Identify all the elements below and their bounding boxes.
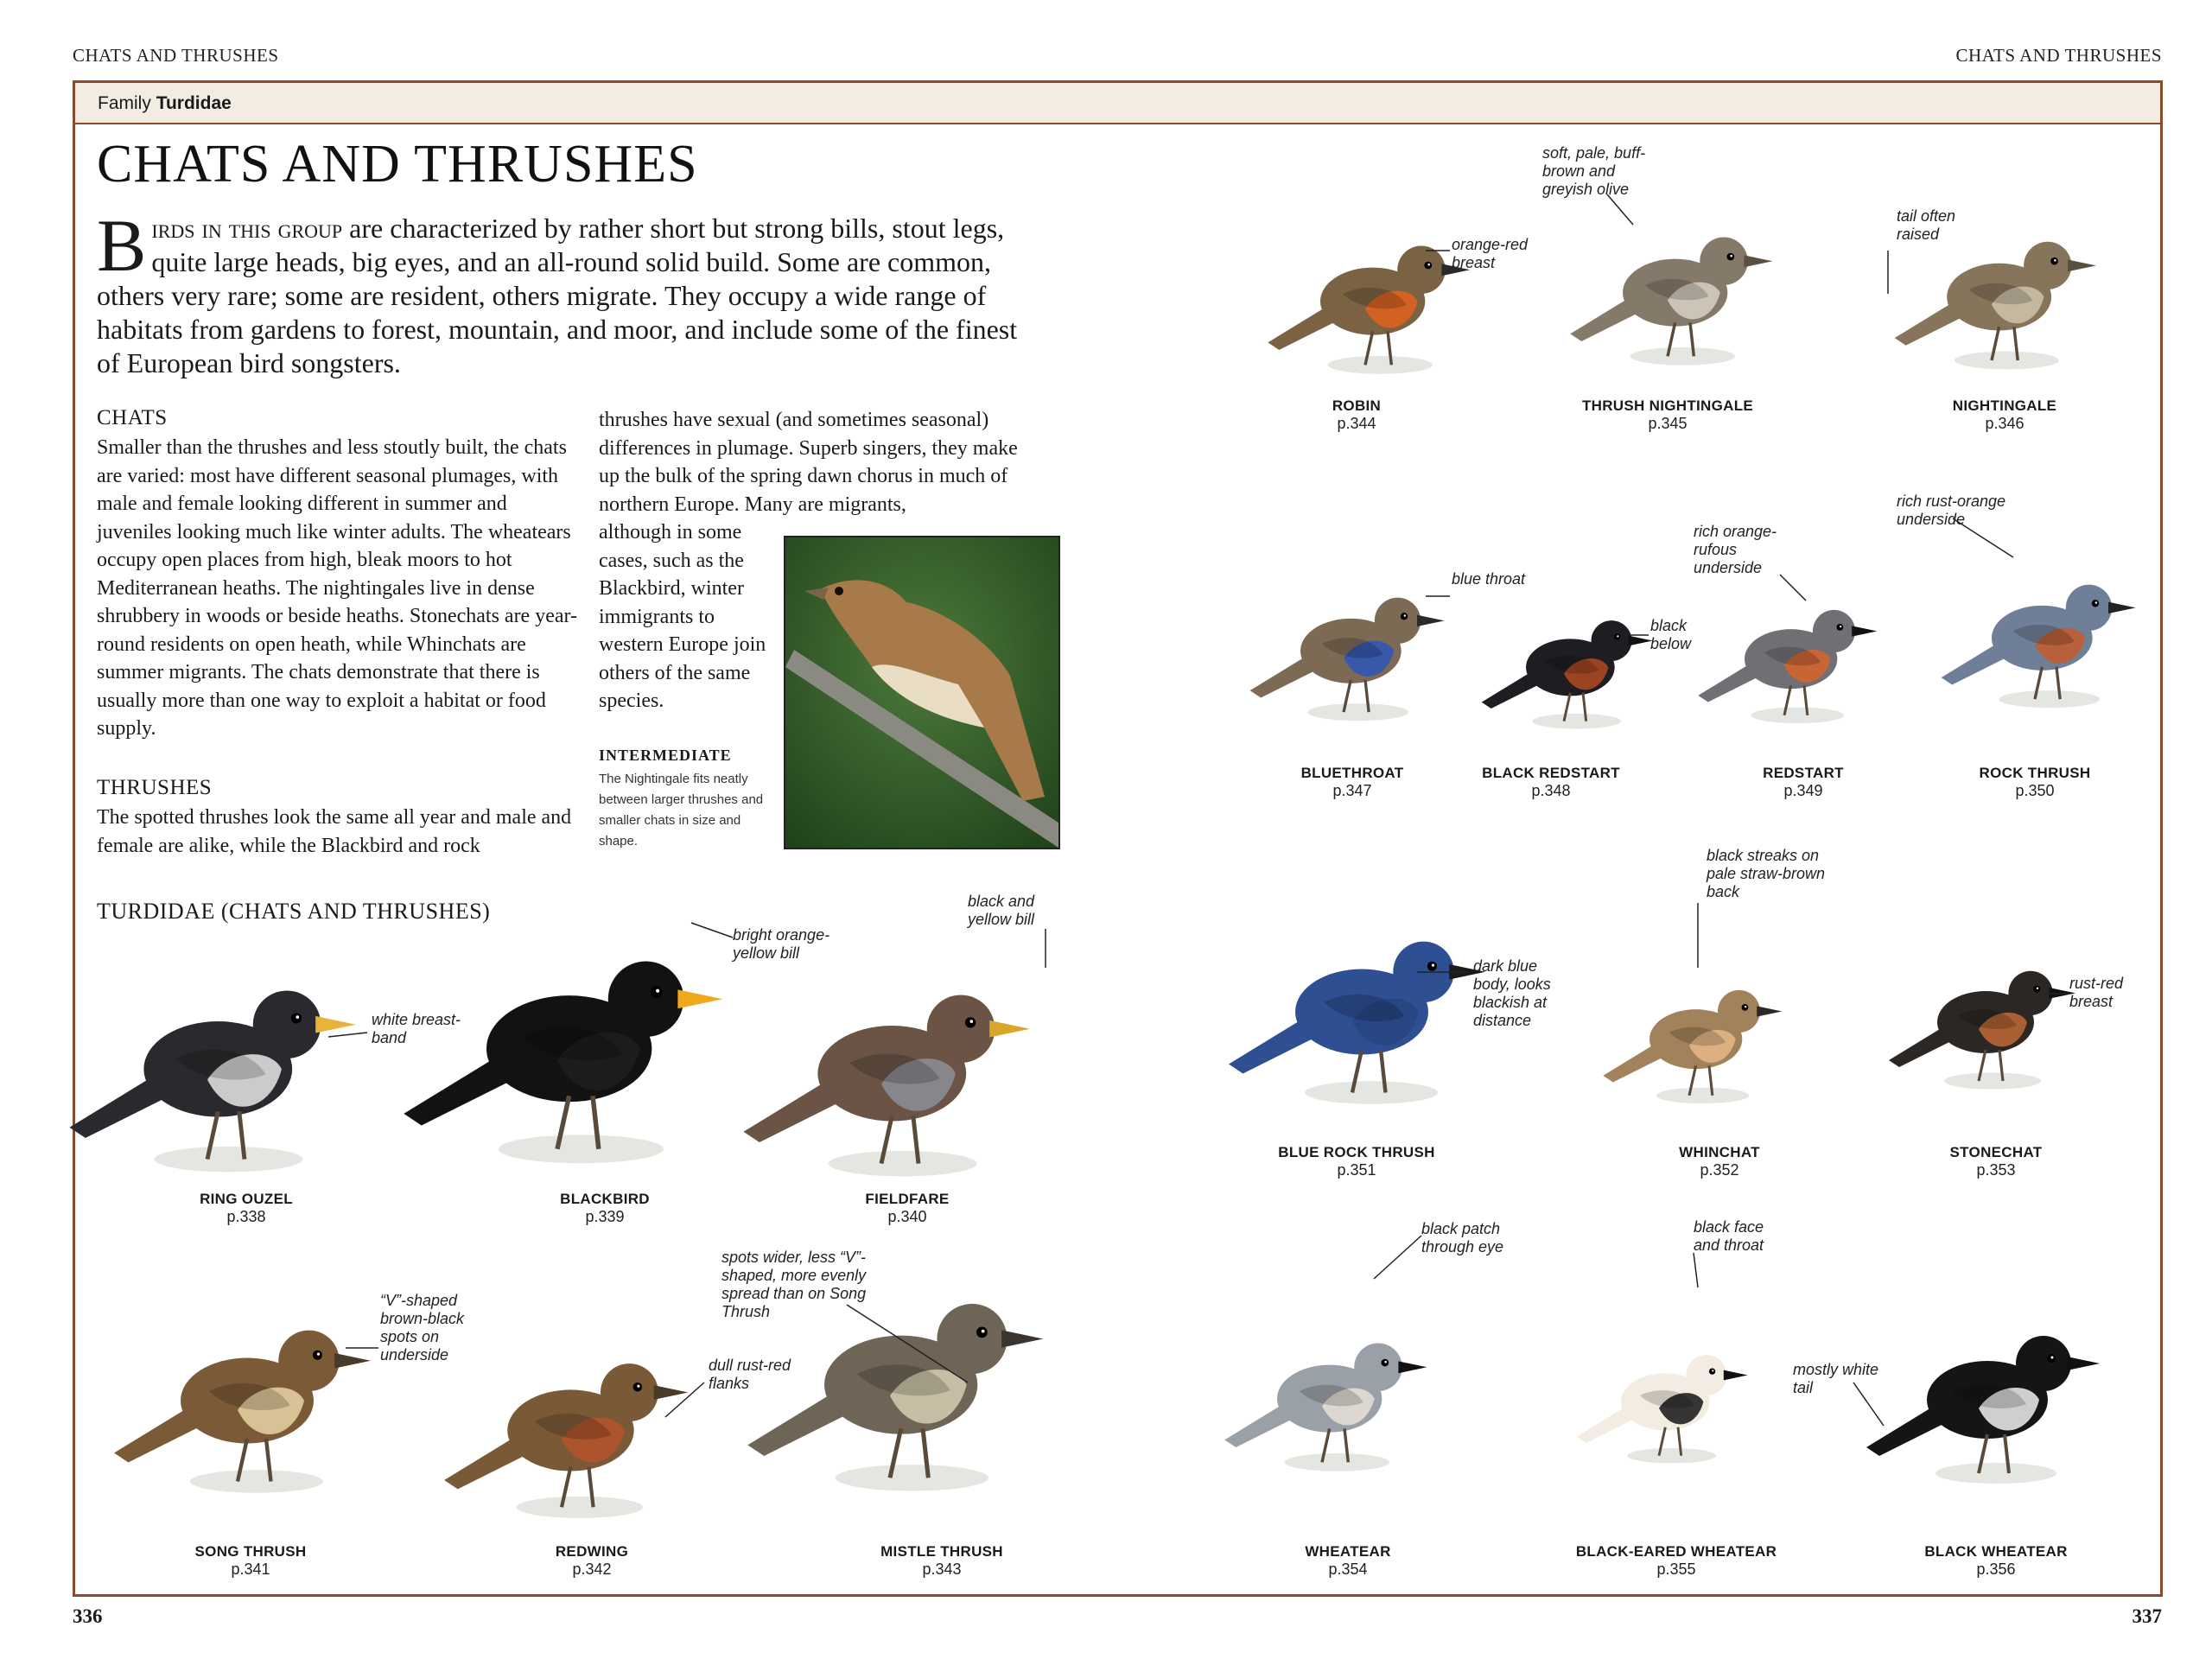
- black-wheatear-annotation: mostly white tail: [1793, 1361, 1879, 1396]
- bird-page-ref: p.349: [1783, 782, 1823, 799]
- photo-caption-heading: INTERMEDIATE: [599, 747, 732, 764]
- bird-page-ref: p.343: [922, 1560, 962, 1578]
- bird-name: MISTLE THRUSH: [880, 1543, 1003, 1560]
- bird-page-ref: p.352: [1700, 1161, 1739, 1179]
- bird-name: ROBIN: [1332, 397, 1382, 414]
- bird-name: REDSTART: [1763, 765, 1844, 781]
- nightingale-annotation: tail often raised: [1897, 207, 1956, 243]
- bird-page-ref: p.356: [1976, 1560, 2016, 1578]
- thrushes-text-side: although in some cases, such as the Blackbird, winter immigrants to western Europe join others of the same species.: [599, 521, 766, 712]
- bird-page-ref: p.341: [231, 1560, 270, 1578]
- redstart-annotation: rich orange-rufous underside: [1694, 523, 1777, 576]
- section-heading: TURDIDAE (CHATS AND THRUSHES): [97, 899, 491, 924]
- bird-name: BLUE ROCK THRUSH: [1278, 1144, 1435, 1160]
- song-thrush-annotation: “V”-shaped brown-black spots on underside: [380, 1292, 465, 1363]
- bird-page-ref: p.340: [887, 1208, 927, 1225]
- bird-page-ref: p.344: [1337, 415, 1376, 432]
- redwing-annotation: dull rust-red flanks: [709, 1357, 791, 1392]
- black-eared-wheatear-annotation: black face and throat: [1694, 1218, 1764, 1254]
- bird-name: RING OUZEL: [200, 1191, 293, 1207]
- thrush-nightingale-annotation: soft, pale, buff-brown and greyish olive: [1542, 144, 1646, 198]
- photo-caption-text: The Nightingale fits neatly between larger thrushes and smaller chats in size and shape.: [599, 772, 764, 849]
- bird-name: BLUETHROAT: [1300, 765, 1404, 781]
- bird-page-ref: p.346: [1985, 415, 2024, 432]
- robin-annotation: orange-red breast: [1452, 236, 1529, 271]
- chats-heading: CHATS: [97, 406, 168, 429]
- running-head-right: CHATS AND THRUSHES: [1955, 45, 2162, 66]
- chats-text: Smaller than the thrushes and less stoutly built, the chats are varied: most have different seasonal plumages, with male and female looking different in summer and juveniles looking much like winter adults. The wheatears occupy open places from high, bleak moors to hot Mediterranean heaths. The nightingales live in dense shrubbery in woods or beside heaths. Stonechats are year-round residents on open heath, while Whinchats are summer migrants. The chats demonstrate that there is usually more than one way to exploit a habitat or food supply.: [97, 436, 578, 740]
- bird-name: BLACKBIRD: [560, 1191, 650, 1207]
- bluethroat-annotation: blue throat: [1452, 570, 1526, 588]
- page-title: CHATS AND THRUSHES: [97, 135, 698, 194]
- thrushes-heading: THRUSHES: [97, 776, 213, 799]
- bird-page-ref: p.354: [1328, 1560, 1368, 1578]
- intro-small-caps: irds in this group: [151, 213, 343, 244]
- bird-name: BLACK-EARED WHEATEAR: [1575, 1543, 1777, 1560]
- page-number-left: 336: [73, 1605, 103, 1627]
- bird-name: BLACK REDSTART: [1482, 765, 1620, 781]
- thrushes-text-continued: thrushes have sexual (and sometimes seasonal) differences in plumage. Superb singers, they make up the bulk of the spring dawn chorus in much of northern Europe. Many are migrants,: [599, 409, 1018, 516]
- bird-name: STONECHAT: [1949, 1144, 2043, 1160]
- running-head-left: CHATS AND THRUSHES: [73, 45, 279, 66]
- blue-rock-thrush-annotation: dark blue body, looks blackish at distance: [1473, 957, 1551, 1029]
- black-redstart-annotation: black below: [1650, 617, 1692, 652]
- bird-page-ref: p.348: [1531, 782, 1571, 799]
- fieldfare-annotation: black and yellow bill: [968, 893, 1035, 928]
- wheatear-annotation: black patch through eye: [1421, 1220, 1504, 1255]
- bird-name: NIGHTINGALE: [1952, 397, 2057, 414]
- bird-name: FIELDFARE: [865, 1191, 950, 1207]
- bird-page-ref: p.355: [1656, 1560, 1696, 1578]
- bird-name: SONG THRUSH: [194, 1543, 307, 1560]
- bird-name: REDWING: [555, 1543, 629, 1560]
- bird-name: BLACK WHEATEAR: [1924, 1543, 2068, 1560]
- bird-page-ref: p.339: [585, 1208, 625, 1225]
- bird-page-ref: p.351: [1337, 1161, 1376, 1179]
- family-name: Turdidae: [156, 93, 232, 113]
- thrushes-text: The spotted thrushes look the same all year and male and female are alike, while the Blackbird and rock: [97, 806, 572, 857]
- rock-thrush-annotation: rich rust-orange underside: [1897, 493, 2006, 528]
- bird-name: WHEATEAR: [1305, 1543, 1391, 1560]
- bird-name: THRUSH NIGHTINGALE: [1581, 397, 1754, 414]
- blackbird-annotation: bright orange-yellow bill: [733, 926, 830, 962]
- bird-page-ref: p.353: [1976, 1161, 2016, 1179]
- family-prefix: Family: [98, 93, 151, 113]
- bird-page-ref: p.338: [226, 1208, 266, 1225]
- whinchat-annotation: black streaks on pale straw-brown back: [1707, 847, 1826, 900]
- bird-name: ROCK THRUSH: [1979, 765, 2091, 781]
- intro-text: are characterized by rather short but strong bills, stout legs, quite large heads, big eyes, and an all-round solid build. Some are common, others very rare; some are resident, others migrate. They occupy a wide range of habitats from gardens to forest, mountain, and moor, and include some of the finest of European bird songsters.: [97, 213, 1018, 378]
- page-number-right: 337: [2132, 1605, 2162, 1627]
- mistle-thrush-annotation: spots wider, less “V”-shaped, more evenly spread than on Song Thrush: [721, 1249, 867, 1320]
- ring-ouzel-annotation: white breast-band: [372, 1011, 461, 1046]
- bird-name: WHINCHAT: [1679, 1144, 1760, 1160]
- bird-page-ref: p.345: [1648, 415, 1688, 432]
- bird-page-ref: p.347: [1332, 782, 1372, 799]
- drop-cap: B: [97, 204, 147, 287]
- bird-page-ref: p.342: [572, 1560, 612, 1578]
- stonechat-annotation: rust-red breast: [2069, 975, 2124, 1010]
- bird-page-ref: p.350: [2015, 782, 2055, 799]
